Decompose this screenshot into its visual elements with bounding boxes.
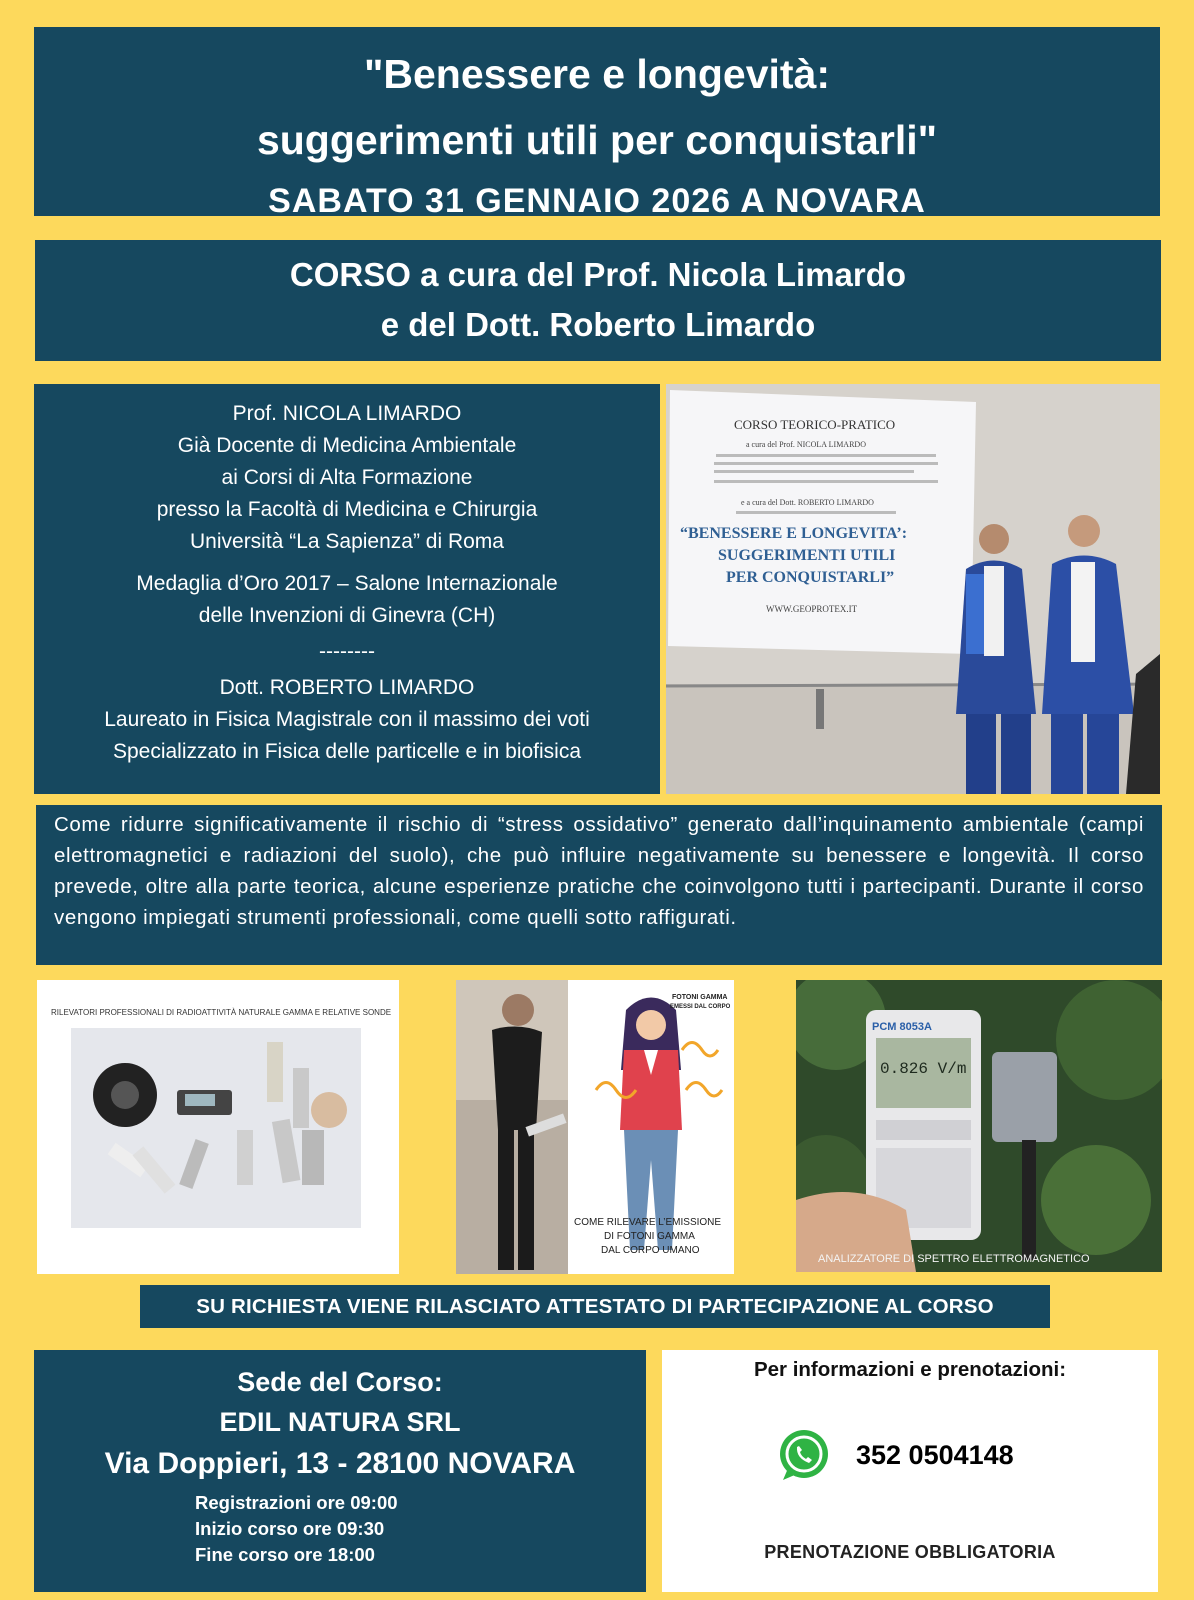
medal-line: Medaglia d’Oro 2017 – Salone Internazionale [136,572,558,595]
bio-line: presso la Facoltà di Medicina e Chirurgia [156,498,538,521]
slide-title2: SUGGERIMENTI UTILI [718,547,896,564]
roberto-line: Specializzato in Fisica delle particelle e in biofisica [112,740,582,763]
contact-panel [662,1350,1158,1592]
roberto-line: Dott. ROBERTO LIMARDO [219,676,475,699]
venue-panel [34,1350,646,1592]
event-title-line1: "Benessere e longevità: [363,51,831,97]
gamma-label1: FOTONI GAMMA [672,994,728,1001]
slide-sub1: a cura del Prof. NICOLA LIMARDO [746,440,866,449]
detectors-illustration [37,980,399,1274]
em-analyzer-image [796,980,1162,1272]
slide-heading: CORSO TEORICO-PRATICO [734,417,896,432]
separator: -------- [319,640,375,663]
course-description: Come ridurre significativamente il rischio di “stress ossidativo” generato dall’inquinamento ambientale (campi elettromagnetici e radiazioni del suolo), che può influire negativamente su benessere e longevità. Il corso prevede, oltre alla parte teorica, alcune esperienze pratiche che coinvolgono tutti i partecipanti. Durante il corso vengono impiegati strumenti professionali, come quelli sotto raffigurati. [36,805,1162,965]
medal-line: delle Invenzioni di Ginevra (CH) [198,604,496,627]
speakers-photo [666,384,1160,794]
detectors-caption: RILEVATORI PROFESSIONALI DI RADIOATTIVITÀ NATURALE GAMMA E RELATIVE SONDE [51,1008,392,1017]
em-analyzer-illustration [796,980,1162,1272]
gamma-detectors-image [37,980,399,1274]
certificate-notice: SU RICHIESTA VIENE RILASCIATO ATTESTATO DI PARTECIPAZIONE AL CORSO [140,1285,1050,1328]
slide-sub2: e a cura del Dott. ROBERTO LIMARDO [741,498,874,507]
gamma-caption2: DI FOTONI GAMMA [604,1231,695,1242]
venue-name: EDIL NATURA SRL [219,1407,461,1437]
analyzer-caption: ANALIZZATORE DI SPETTRO ELETTROMAGNETICO [818,1253,1090,1265]
venue-label: Sede del Corso: [237,1367,443,1397]
title-banner [34,27,1160,220]
course-banner [35,240,1161,361]
roberto-line: Laureato in Fisica Magistrale con il massimo dei voti [104,708,590,731]
device-model: PCM 8053A [872,1021,932,1033]
start-time: Inizio corso ore 09:30 [195,1518,385,1539]
bio-line: ai Corsi di Alta Formazione [221,466,473,489]
bio-line: Già Docente di Medicina Ambientale [177,434,517,457]
photo-illustration [666,384,1160,794]
registration-time: Registrazioni ore 09:00 [195,1492,398,1513]
course-line1: CORSO a cura del Prof. Nicola Limardo [289,256,907,293]
gamma-emission-illustration [456,980,734,1274]
slide-title1: “BENESSERE E LONGEVITA’: [680,525,908,542]
speakers-bio [34,384,660,794]
slide-title3: PER CONQUISTARLI” [726,569,895,586]
contact-title: Per informazioni e prenotazioni: [753,1358,1067,1381]
event-title-line2: suggerimenti utili per conquistarli" [256,117,938,163]
event-date: SABATO 31 GENNAIO 2026 A NOVARA [268,182,926,220]
gamma-label2: EMESSI DAL CORPO [670,1004,731,1010]
phone-number[interactable]: 352 0504148 [856,1440,1014,1470]
bio-line: Prof. NICOLA LIMARDO [232,402,462,425]
end-time: Fine corso ore 18:00 [195,1544,375,1565]
gamma-caption1: COME RILEVARE L’EMISSIONE [574,1217,722,1228]
slide-url: WWW.GEOPROTEX.IT [766,604,858,614]
whatsapp-icon[interactable] [777,1428,831,1487]
bio-line: Università “La Sapienza” di Roma [190,530,504,553]
gamma-caption3: DAL CORPO UMANO [601,1245,700,1256]
course-line2: e del Dott. Roberto Limardo [380,306,816,343]
venue-address: Via Doppieri, 13 - 28100 NOVARA [104,1447,576,1480]
device-reading: 0.826 V/m [880,1060,967,1078]
booking-required: PRENOTAZIONE OBBLIGATORIA [764,1542,1056,1562]
gamma-emission-image [456,980,734,1274]
